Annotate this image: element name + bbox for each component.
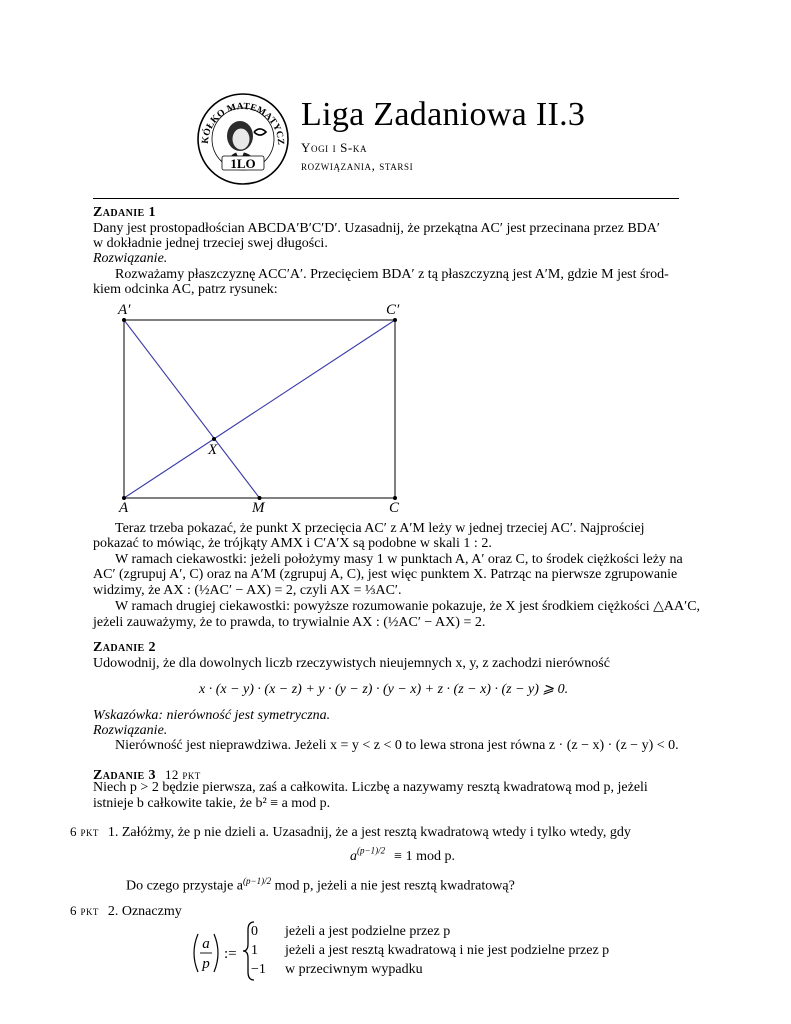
task1-statement-line2: w dokładnie jednej trzeciej swej długości. xyxy=(93,236,328,251)
case-2-value: −1 xyxy=(251,962,266,977)
case-1-value: 1 xyxy=(251,943,258,958)
formula-exponent: (p−1)/2 xyxy=(357,845,386,856)
label-a: A xyxy=(119,500,129,516)
task1-para1-line2: kiem odcinka AC, patrz rysunek: xyxy=(93,282,278,297)
task2-solution: Nierówność jest nieprawdziwa. Jeżeli x = y < z < 0 to lewa strona jest równa z · (z − x) · (z − y) < 0. xyxy=(115,738,679,753)
label-c: C xyxy=(389,500,400,516)
task1-para3-line1: W ramach ciekawostki: jeżeli położymy masy 1 w punktach A, A′ oraz C, to środek ciężkości leży na xyxy=(115,552,683,567)
sub1-formula xyxy=(350,845,455,865)
task1-para4-line1: W ramach drugiej ciekawostki: powyższe rozumowanie pokazuje, że X jest środkiem ciężkości △AA′C, xyxy=(115,599,701,614)
question-suffix: mod p, jeżeli a nie jest resztą kwadratową? xyxy=(271,878,515,894)
point-a-prime xyxy=(122,318,126,322)
task1-solution-label: Rozwiązanie. xyxy=(93,251,168,266)
authors: Yogi i S-ka xyxy=(301,140,368,155)
task3-points: 12 pkt xyxy=(164,767,201,782)
task3-heading: Zadanie 3 xyxy=(93,768,156,783)
sub1-row xyxy=(70,821,631,840)
sub2-text: 2. Oznaczmy xyxy=(107,904,182,919)
task1-para2-line1: Teraz trzeba pokazać, że punkt X przecięcia AC′ z A′M leży w jednej trzeciej AC′. Najprościej xyxy=(115,521,645,536)
subtitle: rozwiązania, starsi xyxy=(301,158,414,173)
sub2-points: 6 pkt xyxy=(70,903,99,918)
segment-a-prime-m xyxy=(124,320,260,498)
task1-heading: Zadanie 1 xyxy=(93,205,156,220)
task3-intro-line2: istnieje b całkowite takie, że b² ≡ a mod p. xyxy=(93,796,331,811)
task2-solution-label: Rozwiązanie. xyxy=(93,723,168,738)
task2-inequality: x · (x − y) · (x − z) + y · (y − z) · (y − x) + z · (z − x) · (z − y) ⩾ 0. xyxy=(199,682,569,697)
diagonal-ac-prime xyxy=(124,320,395,498)
logo-emblem xyxy=(196,92,290,186)
point-c-prime xyxy=(393,318,397,322)
header-rule xyxy=(93,198,679,199)
legendre-bottom: p xyxy=(202,956,210,972)
logo-ring-text: KÓŁKO MATEMATYCZ xyxy=(200,101,286,146)
legendre-top: a xyxy=(202,936,210,952)
task2-hint: Wskazówka: nierówność jest symetryczna. xyxy=(93,708,331,723)
task3-intro-line1: Niech p > 2 będzie pierwsza, zaś a całkowita. Liczbę a nazywamy resztą kwadratową mod p, jeżeli xyxy=(93,780,648,795)
formula-congruence: ≡ 1 mod p. xyxy=(394,849,455,864)
task1-para3-line3: widzimy, że AX : (½AC′ − AX) = 2, czyli AX = ⅓AC′. xyxy=(93,583,402,598)
sub2-row xyxy=(70,900,182,919)
page-title: Liga Zadaniowa II.3 xyxy=(301,96,586,133)
label-m: M xyxy=(252,500,265,516)
sub1-text: 1. Załóżmy, że p nie dzieli a. Uzasadnij, że a jest resztą kwadratową wtedy i tylko wtedy, gdy xyxy=(107,825,631,840)
formula-base: a xyxy=(350,849,357,864)
case-1-condition: jeżeli a jest resztą kwadratową i nie jest podzielne przez p xyxy=(285,943,610,958)
label-a-prime: A′ xyxy=(118,302,131,318)
task1-para1-line1: Rozważamy płaszczyznę ACC′A′. Przecięciem BDA′ z tą płaszczyzną jest A′M, gdzie M jest środ- xyxy=(115,267,669,282)
label-x: X xyxy=(208,442,218,458)
point-x xyxy=(212,437,216,441)
logo-badge: 1LO xyxy=(230,156,256,171)
case-0-condition: jeżeli a jest podzielne przez p xyxy=(285,924,451,939)
task1-para2-line2: pokazać to mówiąc, że trójkąty AMX i C′A′X są podobne w skali 1 : 2. xyxy=(93,536,492,551)
legendre-symbol xyxy=(190,928,250,978)
question-exponent: (p−1)/2 xyxy=(243,876,272,886)
task1-para3-line2: AC′ (zgrupuj A′, C) oraz na A′M (zgrupuj A, C), jest więc punktem X. Patrząc na pierwsze zgrupowanie xyxy=(93,567,678,582)
assign-symbol: := xyxy=(224,946,237,962)
case-0-value: 0 xyxy=(251,924,258,939)
sub1-question xyxy=(126,874,515,894)
rectangle-figure xyxy=(100,298,420,518)
club-logo xyxy=(196,92,290,186)
task2-statement: Udowodnij, że dla dowolnych liczb rzeczywistych nieujemnych x, y, z zachodzi nierówność xyxy=(93,656,610,671)
legendre-brackets xyxy=(190,928,250,978)
question-prefix: Do czego przystaje a xyxy=(126,878,243,894)
task1-statement-line1: Dany jest prostopadłościan ABCDA′B′C′D′. Uzasadnij, że przekątna AC′ jest przecinana przez BDA′ xyxy=(93,221,660,236)
task2-heading: Zadanie 2 xyxy=(93,640,156,655)
sub1-points: 6 pkt xyxy=(70,824,99,839)
case-2-condition: w przeciwnym wypadku xyxy=(285,962,423,977)
task1-para4-line2: jeżeli zauważymy, że to prawda, to trywialnie AX : (½AC′ − AX) = 2. xyxy=(93,615,486,630)
label-c-prime: C′ xyxy=(386,302,400,318)
